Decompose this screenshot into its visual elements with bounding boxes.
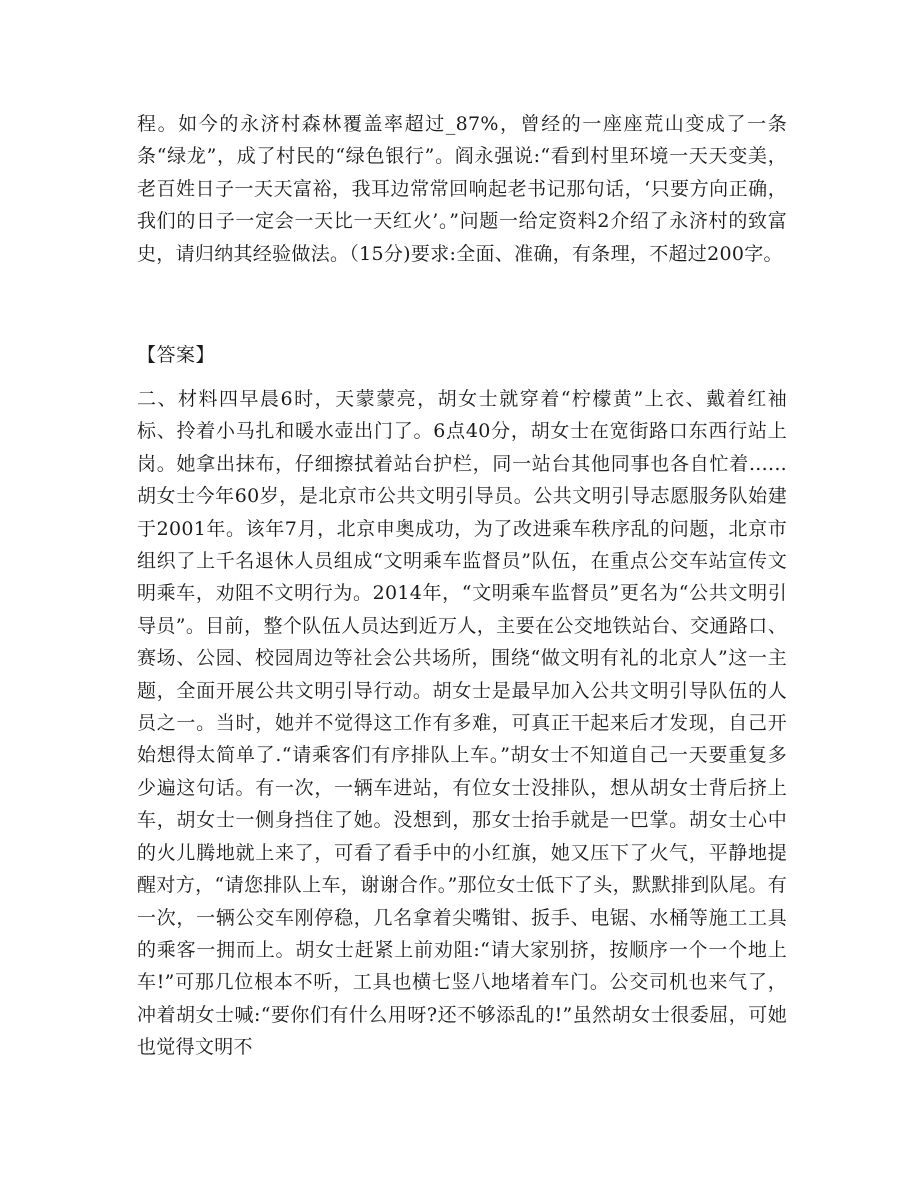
- body-paragraph: 二、材料四早晨6时，天蒙蒙亮，胡女士就穿着“柠檬黄”上衣、戴着红袖标、拎着小马扎和暖水壶出门了。6点40分，胡女士在宽街路口东西行站上岗。她拿出抹布，仔细擦拭着站台护栏，同一站台其他同事也各自忙着......胡女士今年60岁，是北京市公共文明引导员。公共文明引导志愿服务队始建于2001年。该年7月，北京申奥成功，为了改进乘车秩序乱的问题，北京市组织了上千名退休人员组成“文明乘车监督员”队伍，在重点公交车站宣传文明乘车，劝阻不文明行为。2014年，“文明乘车监督员”更名为“公共文明引导员”。目前，整个队伍人员达到近万人，主要在公交地铁站台、交通路口、赛场、公园、校园周边等社会公共场所，围绕“做文明有礼的北京人”这一主题，全面开展公共文明引导行动。胡女士是最早加入公共文明引导队伍的人员之一。当时，她并不觉得这工作有多难，可真正干起来后才发现，自己开始想得太简单了.“请乘客们有序排队上车。”胡女士不知道自己一天要重复多少遍这句话。有一次，一辆车进站，有位女士没排队，想从胡女士背后挤上车，胡女士一侧身挡住了她。没想到，那女士抬手就是一巴掌。胡女士心中的火儿腾地就上来了，可看了看手中的小红旗，她又压下了火气，平静地提醒对方，“请您排队上车，谢谢合作。”那位女士低下了头，默默排到队尾。有一次，一辆公交车刚停稳，几名拿着尖嘴钳、扳手、电锯、水桶等施工工具的乘客一拥而上。胡女士赶紧上前劝阻:“请大家别挤，按顺序一个一个地上车!”可那几位根本不听，工具也横七竖八地堵着车门。公交司机也来气了，冲着胡女士喊:“要你们有什么用呀?还不够添乱的!”虽然胡女士很委屈，可她也觉得文明不: [137, 388, 787, 1059]
- answer-heading: 【答案】: [137, 344, 216, 366]
- intro-paragraph: 程。如今的永济村森林覆盖率超过_87%，曾经的一座座荒山变成了一条条“绿龙”，成了村民的“绿色银行”。阎永强说:“看到村里环境一天天变美，老百姓日子一天天富裕，我耳边常常回响起老书记那句话，‘只要方向正确，我们的日子一定会一天比一天红火’。”问题一给定资料2介绍了永济村的致富史，请归纳其经验做法。（15分)要求:全面、准确，有条理，不超过200字。: [137, 113, 787, 265]
